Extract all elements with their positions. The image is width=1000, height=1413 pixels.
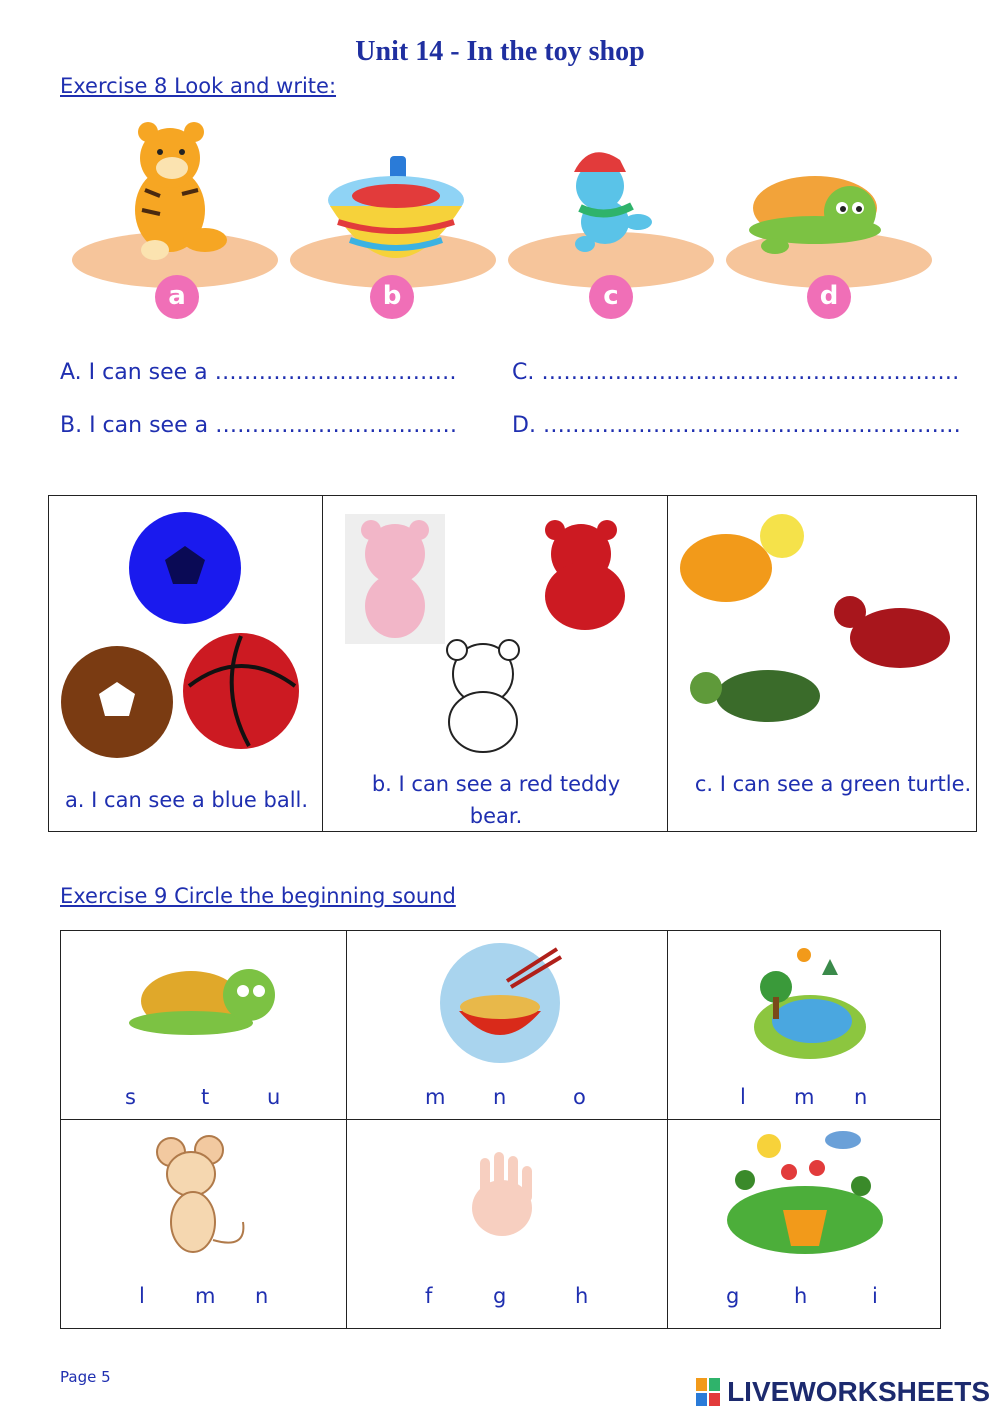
lake-icon xyxy=(750,945,870,1063)
letter-option[interactable]: f xyxy=(425,1284,433,1308)
exercise-9-heading: Exercise 9 Circle the beginning sound xyxy=(60,884,456,908)
toy-label-d: d xyxy=(819,281,839,311)
letter-option[interactable]: i xyxy=(872,1284,878,1308)
noodles-icon xyxy=(437,941,567,1066)
letter-option[interactable]: u xyxy=(267,1085,281,1109)
hand-icon xyxy=(462,1150,557,1240)
toy-label-b: b xyxy=(382,281,402,311)
example-cell-turtle xyxy=(667,495,977,832)
turtle-icon xyxy=(111,951,301,1051)
teddy-bears-icon xyxy=(323,496,669,766)
example-caption-b: b. I can see a red teddy bear. xyxy=(371,772,621,828)
example-cell-bear xyxy=(322,495,668,832)
letter-option[interactable]: m xyxy=(794,1085,815,1109)
answer-line-c[interactable]: C. ………………………………………………… xyxy=(512,360,960,385)
sound-cell-turtle xyxy=(60,930,347,1120)
page-number: Page 5 xyxy=(60,1368,111,1386)
letter-option[interactable]: m xyxy=(425,1085,446,1109)
letter-option[interactable]: h xyxy=(575,1284,589,1308)
toy-picture-strip xyxy=(60,110,940,330)
example-caption-c: c. I can see a green turtle. xyxy=(694,772,972,796)
sound-cell-mouse xyxy=(60,1119,347,1329)
letter-option[interactable]: m xyxy=(195,1284,216,1308)
letter-option[interactable]: o xyxy=(573,1085,586,1109)
letter-option[interactable]: g xyxy=(493,1284,507,1308)
toy-label-c: c xyxy=(603,281,619,311)
sound-cell-lake xyxy=(667,930,941,1120)
sound-cell-noodles xyxy=(346,930,668,1120)
letter-option[interactable]: h xyxy=(794,1284,808,1308)
letter-option[interactable]: l xyxy=(740,1085,746,1109)
letter-option[interactable]: l xyxy=(139,1284,145,1308)
liveworksheets-brand: LIVEWORKSHEETS xyxy=(727,1376,990,1407)
letter-option[interactable]: s xyxy=(125,1085,136,1109)
sound-cell-garden xyxy=(667,1119,941,1329)
answer-line-d[interactable]: D. ………………………………………………… xyxy=(512,413,961,438)
mouse-icon xyxy=(151,1130,261,1260)
liveworksheets-logo-icon xyxy=(696,1378,720,1406)
letter-option[interactable]: t xyxy=(201,1085,210,1109)
answer-line-a[interactable]: A. I can see a …………………………… xyxy=(60,360,457,385)
answer-line-b[interactable]: B. I can see a …………………………… xyxy=(60,413,458,438)
letter-option[interactable]: n xyxy=(255,1284,269,1308)
exercise-8-heading: Exercise 8 Look and write: xyxy=(60,74,337,98)
garden-icon xyxy=(723,1128,888,1263)
example-cell-ball xyxy=(48,495,323,832)
example-caption-a: a. I can see a blue ball. xyxy=(64,788,309,812)
balls-icon xyxy=(49,496,324,776)
sound-cell-hand xyxy=(346,1119,668,1329)
tiger-plush-icon xyxy=(135,122,227,260)
letter-option[interactable]: n xyxy=(854,1085,868,1109)
letter-option[interactable]: g xyxy=(726,1284,740,1308)
letter-option[interactable]: n xyxy=(493,1085,507,1109)
toy-label-a: a xyxy=(168,281,186,311)
turtles-icon xyxy=(668,496,978,766)
page-title: Unit 14 - In the toy shop xyxy=(355,36,645,67)
